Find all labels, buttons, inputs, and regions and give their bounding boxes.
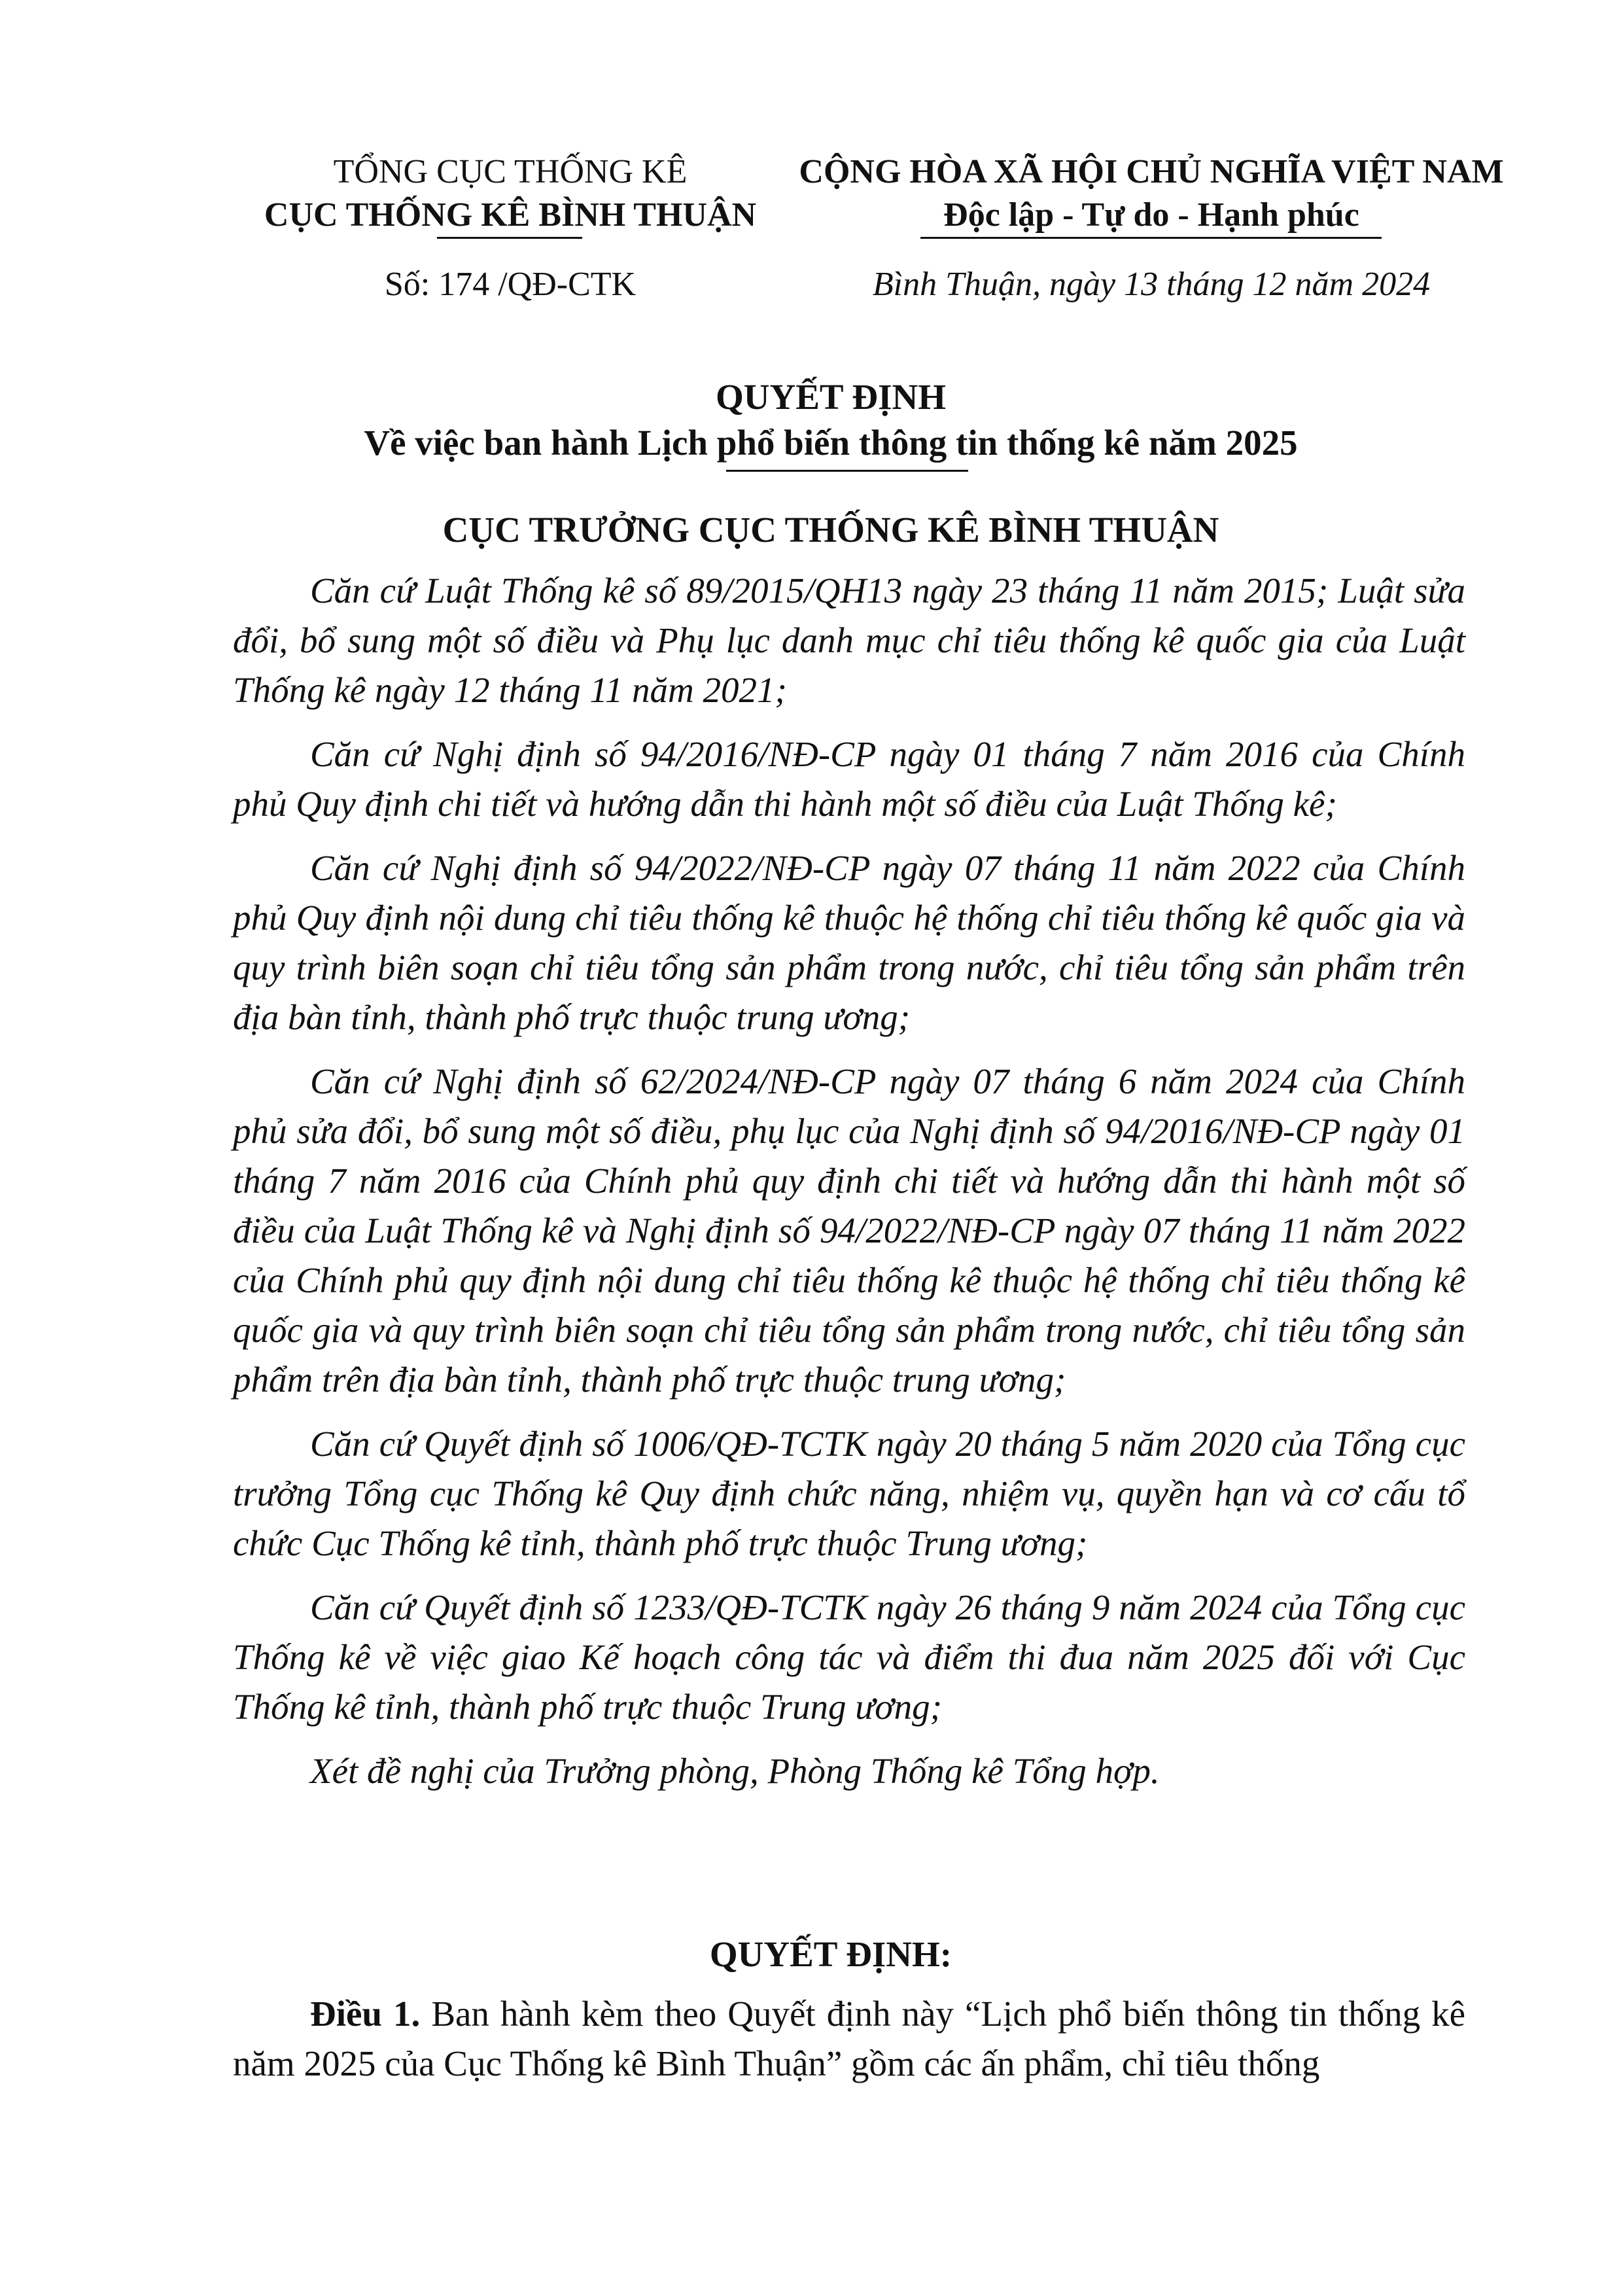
national-header [772,150,1531,237]
article-1 [233,1989,1465,2089]
national-motto: Độc lập - Tự do - Hạnh phúc [943,196,1359,234]
document-subject: Về việc ban hành Lịch phổ biến thông tin thống kê năm 2025 [364,423,1298,463]
agency-underline [437,237,582,239]
decision-heading: QUYẾT ĐỊNH: [709,1934,952,1974]
legal-basis-section [233,566,1465,1796]
basis-paragraph: Xét đề nghị của Trưởng phòng, Phòng Thống kê Tổng hợp. [310,1751,1160,1791]
motto-underline [920,237,1382,239]
agency-header [196,150,824,237]
issuing-agency [196,194,824,237]
issuer-title: CỤC TRƯỞNG CỤC THỐNG KÊ BÌNH THUẬN [442,510,1219,550]
issuing-agency-name: CỤC THỐNG KÊ BÌNH THUẬN [264,196,757,234]
basis-paragraph: Căn cứ Quyết định số 1233/QĐ-TCTK ngày 26 tháng 9 năm 2024 của Tổng cục Thống kê về việc giao Kế hoạch công tác và điểm thi đua năm 2025 đối với Cục Thống kê tỉnh, thành phố trực thuộc Trung ương; [233,1587,1465,1727]
parent-agency: TỔNG CỤC THỐNG KÊ [333,153,688,190]
basis-paragraph: Căn cứ Nghị định số 94/2022/NĐ-CP ngày 07 tháng 11 năm 2022 của Chính phủ Quy định nội dung chỉ tiêu thống kê thuộc hệ thống chỉ tiêu thống kê quốc gia và quy trình biên soạn chỉ tiêu tổng sản phẩm trong nước, chỉ tiêu tổng sản phẩm trên địa bàn tỉnh, thành phố trực thuộc trung ương; [233,848,1465,1037]
national-title: CỘNG HÒA XÃ HỘI CHỦ NGHĨA VIỆT NAM [799,153,1504,190]
place-date: Bình Thuận, ngày 13 tháng 12 năm 2024 [872,266,1431,303]
basis-paragraph: Căn cứ Quyết định số 1006/QĐ-TCTK ngày 20 tháng 5 năm 2020 của Tổng cục trưởng Tổng cục Thống kê Quy định chức năng, nhiệm vụ, quyền hạn và cơ cấu tổ chức Cục Thống kê tỉnh, thành phố trực thuộc Trung ương; [233,1424,1465,1563]
article-1-label: Điều 1. [310,1994,421,2034]
article-1-paragraph [233,1989,1465,2089]
basis-paragraph: Căn cứ Nghị định số 94/2016/NĐ-CP ngày 01 tháng 7 năm 2016 của Chính phủ Quy định chi tiết và hướng dẫn thi hành một số điều của Luật Thống kê; [233,734,1465,824]
document-type: QUYẾT ĐỊNH [716,377,946,417]
basis-paragraph: Căn cứ Luật Thống kê số 89/2015/QH13 ngày 23 tháng 11 năm 2015; Luật sửa đổi, bổ sung một số điều và Phụ lục danh mục chỉ tiêu thống kê quốc gia của Luật Thống kê ngày 12 tháng 11 năm 2021; [233,571,1465,710]
document-number: Số: 174 /QĐ-CTK [384,266,637,303]
subject-underline [726,470,968,472]
basis-paragraph: Căn cứ Nghị định số 62/2024/NĐ-CP ngày 07 tháng 6 năm 2024 của Chính phủ sửa đổi, bổ sung một số điều, phụ lục của Nghị định số 94/2016/NĐ-CP ngày 01 tháng 7 năm 2016 của Chính phủ quy định chi tiết và hướng dẫn thi hành một số điều của Luật Thống kê và Nghị định số 94/2022/NĐ-CP ngày 07 tháng 11 năm 2022 của Chính phủ quy định nội dung chỉ tiêu thống kê thuộc hệ thống chỉ tiêu thống kê quốc gia và quy trình biên soạn chỉ tiêu tổng sản phẩm trong nước, chỉ tiêu tổng sản phẩm trên địa bàn tỉnh, thành phố trực thuộc trung ương; [233,1061,1465,1400]
article-1-text: Ban hành kèm theo Quyết định này “Lịch phổ biến thông tin thống kê năm 2025 của Cục Thống kê Bình Thuận” gồm các ấn phẩm, chỉ tiêu thống [233,1994,1466,2083]
